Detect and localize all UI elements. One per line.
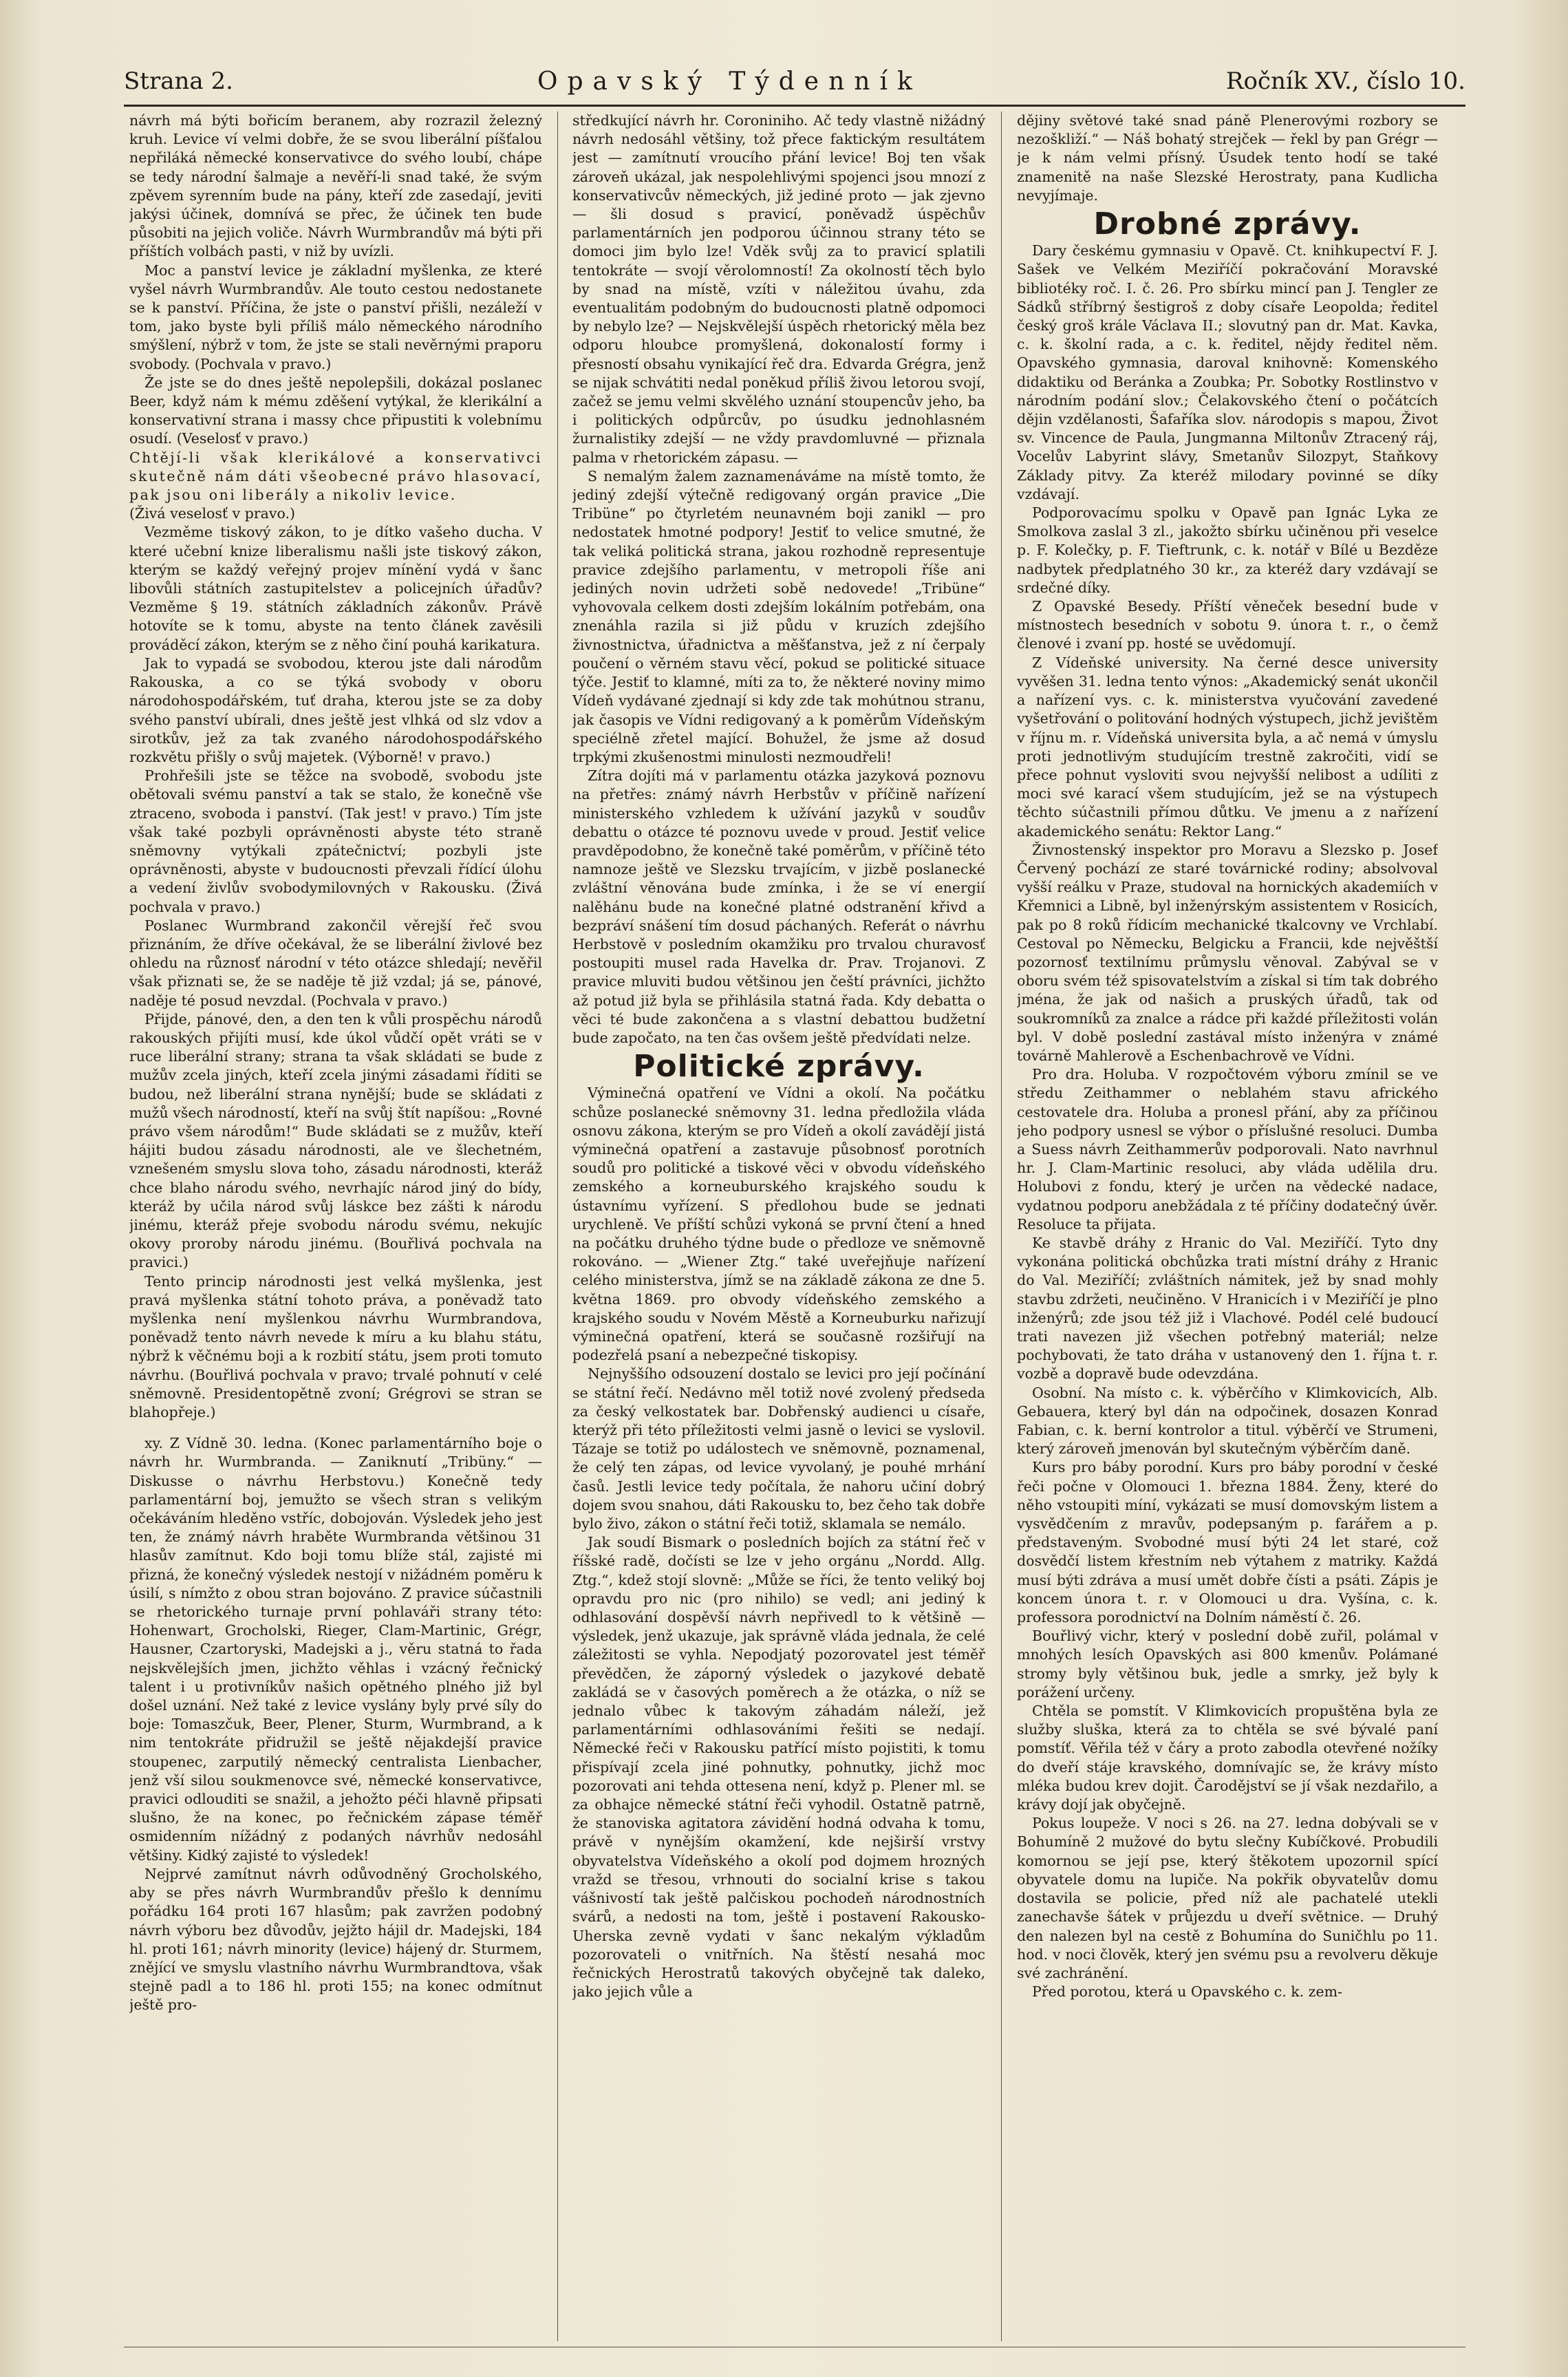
paragraph: středkující návrh hr. Coroniniho. Ač tedy vlastně nižádný návrh nedosáhl většiny, tož přece faktickým resultátem jest — zamítnutí vroucího přání levice! Boj ten však zároveň ukázal, jak nespolehlivými spojenci jsou mnozí z konservativcův německých, již jediné proto — jak zjevno — šli dosud s pravicí, poněvadž úspěchův parlamentárních jen podporou účinnou strany této se domoci jim bylo lze! Vděk svůj za to pravicí splatili tentokráte — svojí věrolomností! Za okolností těch bylo by snad na místě, vzíti v náležitou úvahu, zda eventualitám podobným do budoucnosti platně odpomoci by nebylo lze? — Nejskvělejší úspěch rhetorický měla bez odporu hloubce promyšlená, dokonalostí formy i přesností obsahu vynikající řeč dra. Edvarda Grégra, jenž se nijak schvátiti nedal poněkud příliš živou letorou svojí, začež se jemu velmi skvělého uznání stoupencův jeho, ba i politických odpůrcův, po úsudku jednohlasném žurnalistiky zdejší — ne vždy pravdomluvné — přiznala palma v rhetorickém zápasu. —: [572, 112, 985, 466]
paragraph: Poslanec Wurmbrand zakončil věrejší řeč svou přiznáním, že dříve očekával, že se liberální živlové bez ohledu na různosť národní v této otázce shledají; nevěřil však přiznati se, že se naděje tě již vzdal; já se, pánové, naděje té posud nevzdal. (Pochvala v pravo.): [129, 917, 542, 1009]
news-item: Ke stavbě dráhy z Hranic do Val. Meziříčí. Tyto dny vykonána politická obchůzka trati místní dráhy z Hranic do Val. Meziříčí; zvláštních námitek, jež by snad mohly stavbu zdržeti, neučiněno. V Hranicích i v Meziříčí je plno inženýrů; zde jsou též již i Vlachové. Podél celé budoucí trati navezen již všechen potřebný materiál; nelze pochybovati, že tato dráha v ustanovený den 1. října t. r. vozbě a dopravě bude odevzdána.: [1017, 1234, 1438, 1383]
correspondence-article: xy. Z Vídně 30. ledna. (Konec parlamentárního boje o návrh hr. Wurmbranda. — Zaniknutí „Tribüny.“ — Diskusse o návrhu Herbstovu.) Konečně tedy parlamentární boj, jemužto se všech stran s velikým očekáváním hleděno vstříc, dobojován. Výsledek jeho jest ten, že známý návrh hraběte Wurmbranda většinou 31 hlasův zamítnut. Kdo boji tomu blíže stál, zajisté mi přizná, že konečný výsledek nestojí v nižádném poměru k úsilí, s nímžto z obou stran bojováno. Z pravice súčastnili se rhetorického turnaje první pohlaváři strany této: Hohenwart, Grocholski, Rieger, Clam-Martinic, Grégr, Hausner, Czartoryski, Madejski a j., věru statná to řada nejskvělejších jmen, jichžto věhlas i vzácný řečnický talent i u protivníkův našich opětného plného již byl došel uznání. Než také z levice vyslány byly prvé síly do boje: Tomaszčuk, Beer, Plener, Sturm, Wurmbrand, a k nim tentokráte přidružil se ještě nějakdejší pravice stoupenec, zarputilý německý centralista Lienbacher, jenž vší silou soukmenovce své, německé konservativce, pravici odlouditi se snažil, a jehožto péči hlavně připsati slušno, že na konec, po řečnickém zápase téměř osmidenním nížádný z podaných návrhův nedosáhl většiny. Kidký zajisté to výsledek!: [129, 1435, 542, 1864]
news-item: Chtěla se pomstít. V Klimkovicích propuštěna byla ze služby sluška, která za to chtěla se své bývalé paní pomstíť. Věřila též v čáry a proto zabodla otevřené nožíky do dveří stáje kravského, domnívajíc se, že krávy místo mléka budou krev dojit. Čarodějství se jí však nezdařilo, a krávy dojí jak obyčejně.: [1017, 1703, 1438, 1813]
news-item: Pokus loupeže. V noci s 26. na 27. ledna dobývali se v Bohumíně 2 mužové do bytu slečny Kubíčkové. Probudili komornou se její pse, který štěkotem upozornil spící obyvatele domu na lupiče. Na pokřik obyvatelův domu dostavila se policie, před níž ale pachatelé utekli zanechavše šátek v průjezdu u dveří světnice. — Druhý den nalezen byl na cestě z Bohumína do Suničhlu po 11. hod. v noci člověk, který jen svému psu a revolveru děkuje své zachránění.: [1017, 1815, 1438, 1981]
news-item: Osobní. Na místo c. k. výběrčího v Klimkovicích, Alb. Gebauera, který byl dán na odpočinek, dosazen Konrad Fabian, c. k. berní kontrolor a titul. výběrčí ve Strumeni, který zároveň jmenován byl skutečným výběrčím daně.: [1017, 1384, 1438, 1458]
paragraph: Tento princip národnosti jest velká myšlenka, jest pravá myšlenka státní tohoto práva, a poněvadž tato myšlenka není myšlenkou návrhu Wurmbrandova, poněvadž tento návrh nevede k míru a ku blahu státu, nýbrž k věčnému boji a k rozbití státu, jsem proti tomuto návrhu. (Bouřlivá pochvala v pravo; trvalé pohnutí v celé sněmovně. Presidentopětně zvoní; Grégrovi se stran se blahopřeje.): [129, 1272, 542, 1421]
news-item: Jak soudí Bismark o posledních bojích za státní řeč v říšské radě, dočísti se lze v jeho orgánu „Nordd. Allg. Ztg.“, kdež stojí slovně: „Může se říci, že tento veliký boj opravdu pro nic (pro nihilo) se vedl; ani jediný k odhlasování dospěvší návrh nepřivedl to k většině — výsledek, jenž ukazuje, jak správně vláda jednala, že celé záležitosti se vyhla. Nepodjatý pozorovatel jest téměř převědčen, že záporný výsledek o jazykové debatě zakládá se v časových poměrech a že otázka, o níž se jednalo vůbec k takovým záhadám náleží, jež parlamentárními odhlasováními řešiti se nedají. Německé řeči v Rakousku patřící místo pojistiti, k tomu přispívají zcela jiné pohnutky, pohnutky, jichž moc pozorovati ani tehda ottesena není, když p. Plener ml. se za obhajce německé státní řeči vyhodil. Ostatně patrně, že stanoviska agitatora závidění hodná odvaha k tomu, právě v nynějším okamžení, kde nejširší vrstvy obyvatelstva Vídeňského a okolí pod dojmem hrozných vražd se třesou, vrhnouti do socialní krise s takou vášnivostí tak ještě palčiskou pochodeň národnostních svárů, a nedosti na tom, ještě i postavení Rakousko-Uherska zevně vydati v šanc nekalým výkladům pozorovateli o vnitřních. Na štěstí nesahá moc řečnických Herostratů takových obyčejně tak daleko, jako jejich vůle a: [572, 1534, 985, 2001]
column-3: [1017, 111, 1438, 2348]
news-item: Z Vídeňské university. Na černé desce university vyvěšen 31. ledna tento výnos: „Akademický senát ukončil a nařízení vys. c. k. ministerstva vyučování zavedené vyšetřování o politování hodných výstupech, jichž jevištěm v říjnu m. r. Vídeňská universita byla, a ač nemá v úmyslu proti jednotlivým studujícím trestně zakročiti, vidí se přece pohnut vysloviti svou nejvyšší nelibost a udíliti z moci své karací všem studujícím, jež se na výstupech těchto súčastnili přímou důtku. Ve jmenu a z nařízení akademického senátu: Rektor Lang.“: [1017, 654, 1438, 840]
news-item: Nejnyššího odsouzení dostalo se levici pro její počínání se státní řečí. Nedávno měl totiž nové zvolený předseda za český velkostatek bar. Dobřenský audienci u císaře, kterýž při této příležitosti velmi jasně o levici se vyslovil. Tázaje se totiž po událostech ve sněmovně, poznamenal, že celý ten zápas, od levice vyvolaný, je pouhé mrhání časů. Jestli levice tedy počítala, že nahoru učiní dobrý dojem svou snahou, dáti Rakousku to, bez čeho tak dobře bylo živo, zákon o státní řeči totiž, sklamala se nemálo.: [572, 1365, 985, 1533]
paragraph: Zítra dojíti má v parlamentu otázka jazyková poznovu na přetřes: známý návrh Herbstův v příčině nařízení ministerského vzhledem k užívání jazyků v soudův debattu o otázce té poznovu uvede v proud. Jestiť velice pravděpodobno, že konečně také poměrům, v příčině této namnoze ještě ve Slezsku trvajícím, v jizbě poslanecké zvláštní věnována bude zmínka, i že se ví energií nalěhánu bude na konečné platné odstranění křivd a bezpráví snášení tím dosud páchaných. Referát o návrhu Herbstově v posledním okamžiku pro trvalou churavosť postoupiti musel rada Havelka dr. Prav. Trojanovi. Z pravice mluviti budou většinou jen čeští právníci, jichžto až potud již byla se přihlásila statná řada. Kdy debatta o věci té bude zakončena a s vlastní debattou budžetní bude započato, na ten čas ovšem ještě předvídati nelze.: [572, 767, 985, 1046]
column-divider: [557, 111, 558, 2341]
paragraph: Jak to vypadá se svobodou, kterou jste dali národům Rakouska, a co se týká svobody v oboru národohospodářském, tuť draha, kterou jste se za doby svého panství ubírali, dnes ještě jest vlhká od slz vdov a sirotkův, jež za tak zvaného národohospodářského rozkvětu přišly o svůj majetek. (Výborně! v pravo.): [129, 654, 542, 765]
column-divider: [1001, 111, 1002, 2341]
paragraph: Moc a panství levice je základní myšlenka, ze které vyšel návrh Wurmbrandův. Ale touto cestou nedostanete se k panství. Příčina, že jste o panství přišli, nezáleží v tom, jako byste byli příliš málo německého národního smýšlení, nýbrž v tom, že jste se stali nevěrnými praporu svobody. (Pochvala v pravo.): [129, 262, 542, 372]
spacer: [129, 1422, 542, 1434]
news-item: Před porotou, která u Opavského c. k. zem-: [1032, 1983, 1342, 2001]
news-item: Bouřlivý vichr, který v poslední době zuřil, polámal v mnohých lesích Opavských asi 800 kmenův. Polámané stromy byly většinou buk, jedle a smrky, jež byly k porážení určeny.: [1017, 1628, 1438, 1701]
paragraph: Vezměme tiskový zákon, to je dítko vašeho ducha. V které učební knize liberalismu našli jste tiskový zákon, kterým se každý veřejný projev mínění vydá v šanc libovůli státních zastupitelstev a policejních úřadův? Vezměme § 19. státních základních zákonův. Právě hotovíte se k tomu, abyste na tento článek zavěsili prováděcí zákon, kterým se z něho činí pouhá karikatura.: [129, 524, 542, 653]
masthead: [124, 61, 1465, 102]
header-rule: [124, 105, 1465, 107]
news-item: Dary českému gymnasiu v Opavě. Ct. knihkupectví F. J. Sašek ve Velkém Meziříčí pokračování Moravské bibliotéky roč. I. č. 26. Pro sbírku mincí pan J. Tengler ze Sádků stříbrný šestigroš z doby císaře Leopolda; ředitel český groš krále Václava II.; slovutný pan dr. Mat. Kavka, c. k. školní rada, a c. k. ředitel, nějdy ředitel něm. Opavského gymnasia, daroval knihovně: Komenského didaktiku od Beránka a Zoubka; Pr. Sobotky Rostlinstvo v národním podání slov.; Čelakovského čtení o počátcích dějin vzdělanosti, Šafaříka slov. národopis s mapou, Život sv. Vincence de Paula, Jungmanna Miltonův Ztracený ráj, Vocelův Labyrint slávy, Smetanův Silozpyt, Staňkovy Základy pitvy. Za kteréž milodary povinné se díky vzdávají.: [1017, 242, 1438, 502]
paragraph: Přijde, pánové, den, a den ten k vůli prospěchu národů rakouských přijíti musí, kde úkol vůdčí opět vráti se v ruce liberální strany; strana ta však skládati se bude z mužův zcela jiných, kteří zcela jinými zásadami říditi se budou, než liberální strana nynější; bude se skládati z mužů všech národností, kteří na svůj štít napíšou: „Rovné právo všem národům!“ Bude skládati se z mužův, kteří hájiti budou zásadu národnosti, ale ve šlechetném, vznešeném smyslu slova toho, zásadu národnosti, kteráž chce blaho národu svého, nevrhajíc národ jiný do bídy, kteráž by učila národ svůj láskce bez zášti k národu jinému, kteráž přeje svobodu národu svému, nekujíc okovy proroby národu jinému. (Bouřlivá pochvala na pravici.): [129, 1010, 542, 1271]
paragraph: Že jste se do dnes ještě nepolepšili, dokázal poslanec Beer, když nám k mému zděšení vytýkal, že klerikální a konservativní strana i massy chce připustiti k volebnímu osudí. (Veselosť v pravo.): [129, 374, 542, 447]
paragraph: (Živá veselosť v pravo.): [129, 505, 295, 522]
paragraph: Nejprvé zamítnut návrh odůvodněný Grocholského, aby se přes návrh Wurmbrandův přešlo k dennímu pořádku 164 proti 167 hlasům; pak zavržen podobný návrh výboru bez důvodův, jejžto hájil dr. Madejski, 184 hl. proti 161; návrh minority (levice) hájený dr. Sturmem, znějící ve smyslu vlastního návrhu Wurmbrandtova, však stejně padl a to 186 hl. proti 155; na konec odmítnut ještě pro-: [129, 1865, 542, 2014]
news-item: Živnostenský inspektor pro Moravu a Slezsko p. Josef Červený pochází ze staré továrnické rodiny; absolvoval vyšší reálku v Praze, studoval na hornických akademiích v Křemnici a Libně, byl inženýrským assistentem v Rosicích, pak po 8 roků řídicím mechanické tkalcovny ve Vrchlabí. Cestoval po Německu, Belgicku a Francii, kde nejvěštší pozornosť textilnímu průmyslu věnoval. Zabýval se v oboru svém též spisovatelstvím a získal si tím tak dobrého jména, že jak od našich a pruských úřadů, tak od soukromníků za znalce a rádce při každé příležitosti volán byl. V době poslední zastával místo inženýra v známé továrně Mahlerově a Eschenbachrově ve Vídni.: [1017, 841, 1438, 1064]
paragraph: návrh má býti bořicím beranem, aby rozrazil železný kruh. Levice ví velmi dobře, že se svou liberální píšťalou nepřiláká německé konservativce do svého loubí, chápe se tedy národní šalmaje a nevěří-li snad také, že svým zpěvem syrenním bude na pány, kteří zde zasedají, jeviti jakýsi účinek, domnívá se přec, že účinek ten bude působiti na jejich voliče. Návrh Wurmbrandův má býti při příštích volbách pasti, v niž by uvízli.: [129, 112, 542, 260]
section-heading-politics: Politické zprávy.: [633, 1049, 925, 1085]
section-heading-short-news: Drobné zprávy.: [1093, 206, 1362, 242]
paragraph: Prohřešili jste se těžce na svobodě, svobodu jste obětovali svému panství a tak se stalo, že konečně vše ztraceno, svoboda i panství. (Tak jest! v pravo.) Tím jste však také pozbyli oprávněnosti abyste této straně sněmovny vytýkali zpátečnictví; pozbyli jste oprávněnosti, abyste v budoucnosti převzali řídící úlohu a vedení živlův svobodymilovných v Rakousku. (Živá pochvala v pravo.): [129, 767, 542, 915]
news-item: Z Opavské Besedy. Příští věneček besední bude v místnostech besedních v sobotu 9. února t. r., o čemž členové i zvaní pp. hosté se uvědomují.: [1017, 598, 1438, 652]
page-number: Strana 2.: [124, 67, 233, 95]
column-1: [129, 111, 542, 2348]
news-item: Podporovacímu spolku v Opavě pan Ignác Lyka ze Smolkova zaslal 3 zl., jakožto sbírku učiněnou při veselce p. F. Kolečky, p. F. Tieftrunk, c. k. notář v Bílé u Bezděze nadbytek předplatného 30 kr., za kteréž dary vzdávají se srdečné díky.: [1017, 504, 1438, 596]
news-item: Pro dra. Holuba. V rozpočtovém výboru zmínil se ve středu Zeithammer o neblahém stavu afrického cestovatele dra. Holuba a pronesl přání, aby za příčinou jeho podpory usnesl se výbor o příslušné resoluci. Dumba a Suess návrh Zeithammerův podporovali. Nato navrhnul hr. J. Clam-Martinic resoluci, aby vláda udělila dru. Holubovi z fondu, který je určen na vědecké nadace, vydatnou podporu anebžádala z té příčiny dodatečný úvěr. Resoluce ta přijata.: [1017, 1066, 1438, 1233]
issue-info: Ročník XV., číslo 10.: [1225, 67, 1465, 95]
news-item: Výminečná opatření ve Vídni a okolí. Na počátku schůze poslanecké sněmovny 31. ledna předložila vláda osnovu zákona, kterým se pro Vídeň a okolí zavádějí jistá výminečná opatření a zastavuje působnosť porotních soudů pro politické a tiskové věci v obvodu vídeňského zemského a korneuburského krajského soudu k ústavnímu vyřízení. S předlohou bude se jednati urychleně. Ve příští schůzi vykoná se první čtení a hned na počátku druhého týdne bude o předloze ve sněmovně rokováno. — „Wiener Ztg.“ také uveřejňuje nařízení celého ministerstva, jímž se na základě zákona ze dne 5. května 1869. pro obvody vídeňského zemského a krajského soudu v Novém Městě a Korneuburku nařizují výminečná opatření, která se současně rozšiřují na podezřelá psaní a nebezpečné tiskopisy.: [572, 1085, 985, 1364]
newspaper-title: Opavský Týdenník: [537, 67, 922, 96]
news-item: Kurs pro báby porodní. Kurs pro báby porodní v české řeči počne v Olomouci 1. března 1884. Ženy, které do něho vstoupiti míní, vykázati se musí domovským listem a vysvědčením z mravův, podepsaným p. farářem a p. představeným. Svobodné musí býti 24 let staré, což dosvědčí listem křestním neb výtahem z matriky. Každá musí býti zdráva a musí umět dobře čísti a psáti. Zápis je koncem února t. r. v Olomouci u dra. Vyšína, c. k. professora porodnictví na Dolním náměstí č. 26.: [1017, 1459, 1438, 1626]
paragraph: S nemalým žalem zaznamenáváme na místě tomto, že jediný zdejší výtečně redigovaný orgán pravice „Die Tribüne“ po čtyrletém neunavném boji zanikl — pro nedostatek hmotné podpory! Jestiť to velice smutné, že tak veliká politická strana, jakou rozhodně representuje pravice zdejšího parlamentu, v metropoli říše ani jediných novin udržeti sobě nedovede! „Tribüne“ vyhovovala celkem dosti zdejším lokálním potřebám, ona znenáhla razila si již půdu v kruzích zdejšího živnostnictva, úřadnictva a měšťanstva, jež z ní čerpaly poučení o věrném stavu věcí, pokud se politické situace týče. Jestiť to klamné, míti za to, že některé noviny mimo Vídeň vydávané zjednají si kdy zde tak mohútnou stranu, jak časopis ve Vídni redigovaný a k poměrům Vídeňským speciélně zřetel mající. Bohužel, že jsme až dosud trpkými zkušenostmi minulosti nezmoudřeli!: [572, 467, 985, 765]
paragraph: dějiny světové také snad páně Plenerovými rozbory se nezoškliží.“ — Náš bohatý strejček — řekl by pan Grégr — je k nám velmi přísný. Úsudek tento hodí se také znamenitě na naše Slezské Herostraty, pana Kudlicha nevyjímaje.: [1017, 112, 1438, 204]
emphasized-paragraph: Chtějí-li však klerikálové a konservativci skutečně nám dáti všeobecné právo hlasovací, pak jsou oni liberály a nikoliv levice.: [129, 449, 542, 504]
column-2: [572, 111, 985, 2348]
